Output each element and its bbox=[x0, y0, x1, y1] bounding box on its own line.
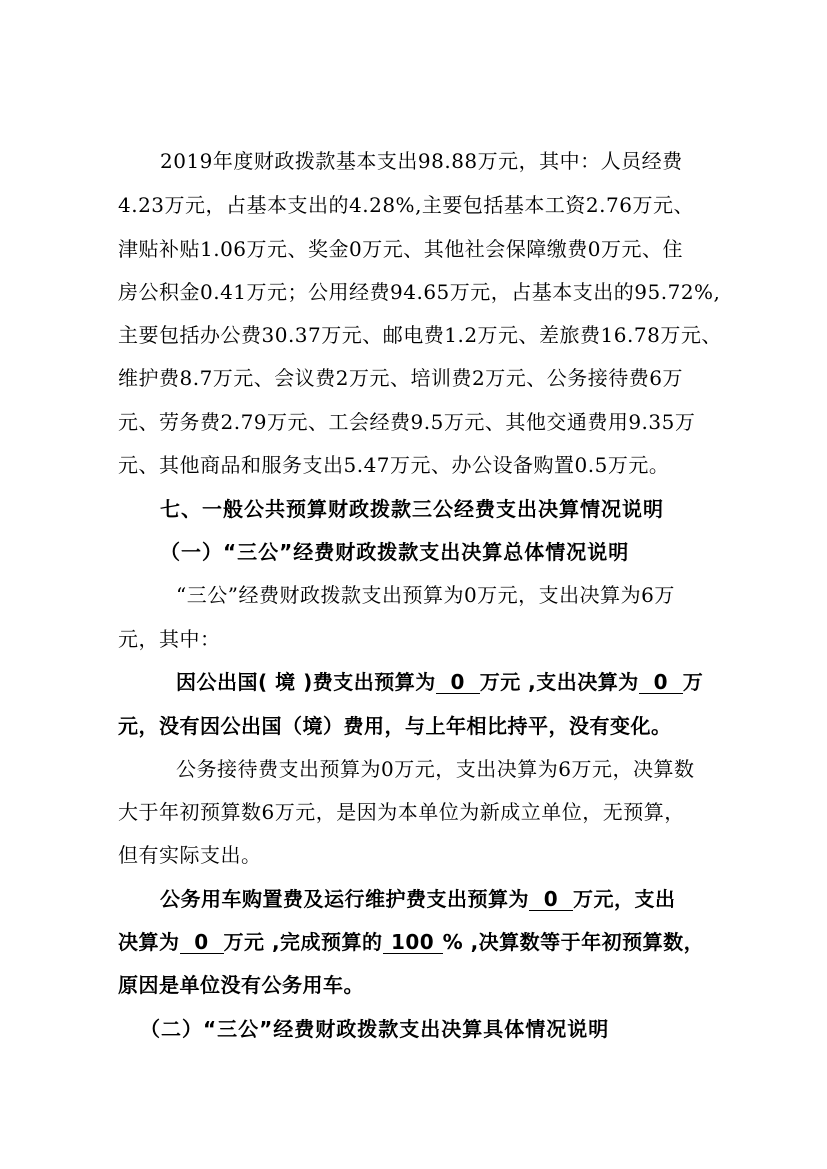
vehicle-final-value: 0 bbox=[180, 931, 224, 954]
vehicle-final-text: 决算为 bbox=[118, 930, 180, 954]
paragraph-basic-expense-line-8: 元、其他商品和服务支出5.47万元、办公设备购置0.5万元。 bbox=[118, 453, 670, 477]
vehicle-completion-text: 万元 ,完成预算的 bbox=[223, 930, 383, 954]
subsection-heading-2: （二）“三公”经费财政拨款支出决算具体情况说明 bbox=[140, 1017, 610, 1041]
paragraph-vehicle-line-3: 原因是单位没有公务用车。 bbox=[118, 973, 364, 997]
paragraph-three-public-line-1: “三公”经费财政拨款支出预算为0万元，支出决算为6万 bbox=[176, 583, 675, 607]
vehicle-budget-value: 0 bbox=[529, 888, 573, 911]
overseas-unit-text: 万 bbox=[682, 670, 704, 694]
paragraph-basic-expense-line-6: 维护费8.7万元、会议费2万元、培训费2万元、公务接待费6万 bbox=[118, 366, 683, 390]
paragraph-reception-line-2: 大于年初预算数6万元，是因为本单位为新成立单位，无预算， bbox=[118, 800, 685, 824]
paragraph-overseas-line-2: 元，没有因公出国（境）费用，与上年相比持平，没有变化。 bbox=[118, 714, 672, 738]
paragraph-vehicle-line-1 bbox=[160, 885, 676, 913]
vehicle-completion-value: 100 bbox=[383, 931, 443, 954]
subsection-heading-1: （一）“三公”经费财政拨款支出决算总体情况说明 bbox=[160, 540, 630, 564]
overseas-budget-text: 因公出国( 境 )费支出预算为 bbox=[176, 670, 436, 694]
paragraph-overseas-line-1 bbox=[176, 668, 703, 696]
overseas-final-value: 0 bbox=[639, 671, 683, 694]
section-heading-7: 七、一般公共预算财政拨款三公经费支出决算情况说明 bbox=[160, 497, 664, 521]
paragraph-vehicle-line-2 bbox=[118, 928, 704, 956]
vehicle-budget-text: 公务用车购置费及运行维护费支出预算为 bbox=[160, 887, 529, 911]
paragraph-three-public-line-2: 元，其中： bbox=[118, 627, 221, 651]
paragraph-reception-line-3: 但有实际支出。 bbox=[118, 843, 262, 867]
vehicle-expense-text: 万元，支出 bbox=[573, 887, 676, 911]
overseas-budget-value: 0 bbox=[436, 671, 480, 694]
paragraph-basic-expense-line-2: 4.23万元，占基本支出的4.28%,主要包括基本工资2.76万元、 bbox=[118, 193, 694, 217]
overseas-final-text: 万元 ,支出决算为 bbox=[479, 670, 639, 694]
paragraph-reception-line-1: 公务接待费支出预算为0万元，支出决算为6万元，决算数 bbox=[176, 757, 695, 781]
vehicle-compare-text: % ,决算数等于年初预算数， bbox=[442, 930, 705, 954]
paragraph-basic-expense-line-4: 房公积金0.41万元；公用经费94.65万元，占基本支出的95.72%, bbox=[118, 280, 721, 304]
paragraph-basic-expense-line-5: 主要包括办公费30.37万元、邮电费1.2万元、差旅费16.78万元、 bbox=[118, 323, 722, 347]
paragraph-basic-expense-line-7: 元、劳务费2.79万元、工会经费9.5万元、其他交通费用9.35万 bbox=[118, 410, 696, 434]
paragraph-basic-expense-line-3: 津贴补贴1.06万元、奖金0万元、其他社会保障缴费0万元、住 bbox=[118, 237, 683, 261]
paragraph-basic-expense-line-1: 2019年度财政拨款基本支出98.88万元，其中：人员经费 bbox=[160, 149, 683, 173]
